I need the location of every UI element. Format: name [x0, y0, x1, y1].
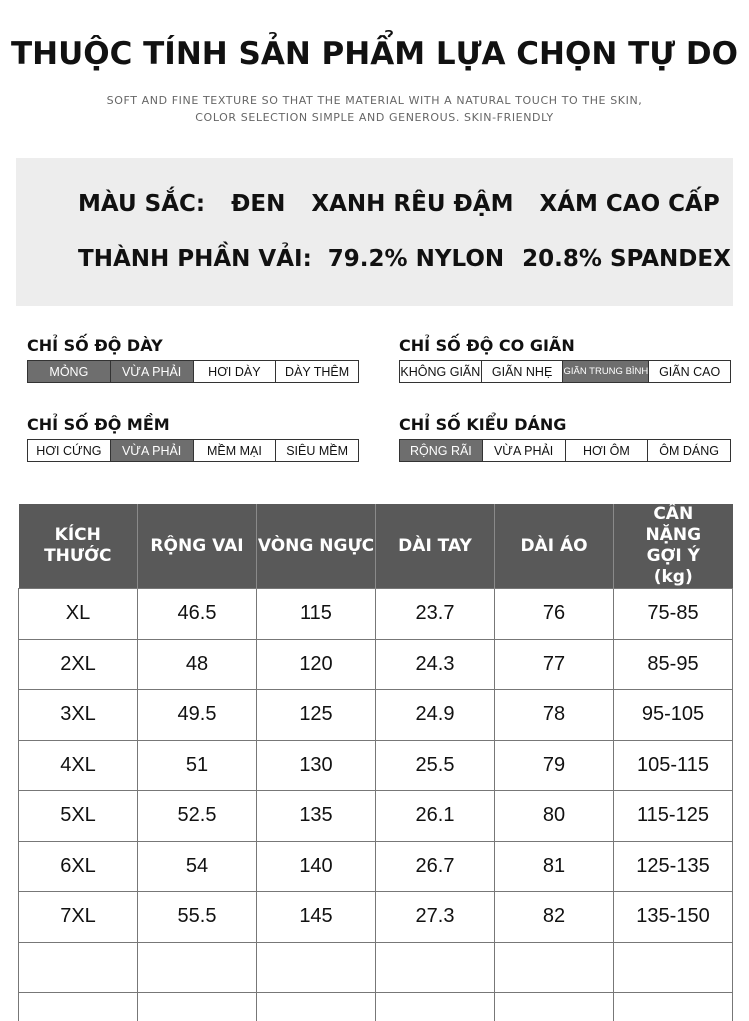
colors-line	[78, 191, 738, 217]
table-cell: 6XL	[19, 841, 138, 892]
table-cell: 77	[495, 639, 614, 690]
page-title: THUỘC TÍNH SẢN PHẨM LỰA CHỌN TỰ DO	[10, 36, 739, 72]
scale-option: HƠI CỨNG	[28, 440, 111, 461]
table-cell	[138, 942, 257, 993]
table-cell	[614, 942, 733, 993]
table-cell: 140	[257, 841, 376, 892]
column-header: CÂN NẶNG GỢI Ý (kg)	[614, 504, 733, 589]
table-row	[19, 942, 733, 993]
attr-thickness	[27, 336, 359, 383]
colors-label: MÀU SẮC:	[78, 191, 206, 217]
table-cell	[376, 993, 495, 1021]
scale-option: VỪA PHẢI	[111, 440, 194, 461]
table-cell: 135-150	[614, 892, 733, 943]
column-header: DÀI ÁO	[495, 504, 614, 589]
table-row	[19, 740, 733, 791]
table-row	[19, 993, 733, 1021]
fabric-component: 79.2% NYLON	[327, 246, 505, 272]
table-cell	[138, 993, 257, 1021]
table-cell: 80	[495, 791, 614, 842]
attr-label: CHỈ SỐ ĐỘ CO GIÃN	[399, 336, 575, 355]
table-header-row	[19, 504, 733, 589]
table-cell: 26.7	[376, 841, 495, 892]
attr-label: CHỈ SỐ ĐỘ DÀY	[27, 336, 163, 355]
table-cell: 85-95	[614, 639, 733, 690]
table-cell	[19, 942, 138, 993]
scale-option: MỀM MẠI	[194, 440, 277, 461]
table-cell: 26.1	[376, 791, 495, 842]
table-row	[19, 589, 733, 640]
table-cell: XL	[19, 589, 138, 640]
attr-label: CHỈ SỐ KIỂU DÁNG	[399, 415, 567, 434]
table-cell: 7XL	[19, 892, 138, 943]
table-cell: 125	[257, 690, 376, 741]
table-cell	[495, 942, 614, 993]
table-cell: 145	[257, 892, 376, 943]
scale-option: GIÃN TRUNG BÌNH	[563, 361, 649, 382]
table-cell: 95-105	[614, 690, 733, 741]
table-row	[19, 841, 733, 892]
table-cell: 4XL	[19, 740, 138, 791]
scale-option: HƠI ÔM	[566, 440, 649, 461]
table-cell	[257, 942, 376, 993]
table-cell: 135	[257, 791, 376, 842]
table-cell: 23.7	[376, 589, 495, 640]
table-cell: 75-85	[614, 589, 733, 640]
table-cell: 49.5	[138, 690, 257, 741]
table-cell: 2XL	[19, 639, 138, 690]
table-body	[19, 589, 733, 1021]
fabric-line	[78, 246, 749, 272]
table-cell: 81	[495, 841, 614, 892]
table-cell: 54	[138, 841, 257, 892]
scale-option: HƠI DÀY	[194, 361, 277, 382]
scale-option: GIÃN NHẸ	[482, 361, 564, 382]
table-cell: 120	[257, 639, 376, 690]
color-option: ĐEN	[231, 191, 286, 217]
table-cell: 125-135	[614, 841, 733, 892]
table-cell: 25.5	[376, 740, 495, 791]
table-cell: 78	[495, 690, 614, 741]
scale-option: VỪA PHẢI	[483, 440, 566, 461]
table-cell	[19, 993, 138, 1021]
column-header: KÍCH THƯỚC	[19, 504, 138, 589]
attr-label: CHỈ SỐ ĐỘ MỀM	[27, 415, 170, 434]
table-cell: 79	[495, 740, 614, 791]
scale-option: ÔM DÁNG	[648, 440, 730, 461]
fabric-label: THÀNH PHẦN VẢI:	[78, 246, 312, 272]
thickness-scale	[27, 360, 359, 383]
fabric-component: 20.8% SPANDEX	[522, 246, 731, 272]
scale-option: DÀY THÊM	[276, 361, 358, 382]
table-cell	[614, 993, 733, 1021]
table-cell	[495, 993, 614, 1021]
table-cell: 51	[138, 740, 257, 791]
table-cell: 5XL	[19, 791, 138, 842]
table-cell	[257, 993, 376, 1021]
column-header: RỘNG VAI	[138, 504, 257, 589]
table-cell: 24.9	[376, 690, 495, 741]
table-cell: 52.5	[138, 791, 257, 842]
elasticity-scale	[399, 360, 731, 383]
table-cell: 130	[257, 740, 376, 791]
size-table	[18, 504, 733, 1021]
attr-fit	[399, 415, 731, 462]
subtitle-line-2: COLOR SELECTION SIMPLE AND GENEROUS. SKIN-FRIENDLY	[195, 111, 554, 124]
table-cell: 46.5	[138, 589, 257, 640]
fit-scale	[399, 439, 731, 462]
table-row	[19, 892, 733, 943]
table-cell: 27.3	[376, 892, 495, 943]
attr-elasticity	[399, 336, 731, 383]
table-cell: 76	[495, 589, 614, 640]
table-cell: 115-125	[614, 791, 733, 842]
attr-softness	[27, 415, 359, 462]
color-option: XÁM CAO CẤP	[539, 191, 720, 217]
table-cell: 82	[495, 892, 614, 943]
table-cell: 3XL	[19, 690, 138, 741]
table-cell	[376, 942, 495, 993]
table-row	[19, 690, 733, 741]
table-cell: 55.5	[138, 892, 257, 943]
scale-option: KHÔNG GIÃN	[400, 361, 482, 382]
color-option: XANH RÊU ĐẬM	[311, 191, 514, 217]
table-cell: 48	[138, 639, 257, 690]
column-header: DÀI TAY	[376, 504, 495, 589]
table-row	[19, 791, 733, 842]
scale-option: MỎNG	[28, 361, 111, 382]
product-info-box	[16, 158, 733, 306]
scale-option: SIÊU MỀM	[276, 440, 358, 461]
scale-option: RỘNG RÃI	[400, 440, 483, 461]
column-header: VÒNG NGỰC	[257, 504, 376, 589]
table-cell: 115	[257, 589, 376, 640]
subtitle-line-1: SOFT AND FINE TEXTURE SO THAT THE MATERIAL WITH A NATURAL TOUCH TO THE SKIN,	[106, 94, 643, 107]
scale-option: GIÃN CAO	[649, 361, 730, 382]
table-cell: 24.3	[376, 639, 495, 690]
scale-option: VỪA PHẢI	[111, 361, 194, 382]
softness-scale	[27, 439, 359, 462]
table-cell: 105-115	[614, 740, 733, 791]
table-row	[19, 639, 733, 690]
